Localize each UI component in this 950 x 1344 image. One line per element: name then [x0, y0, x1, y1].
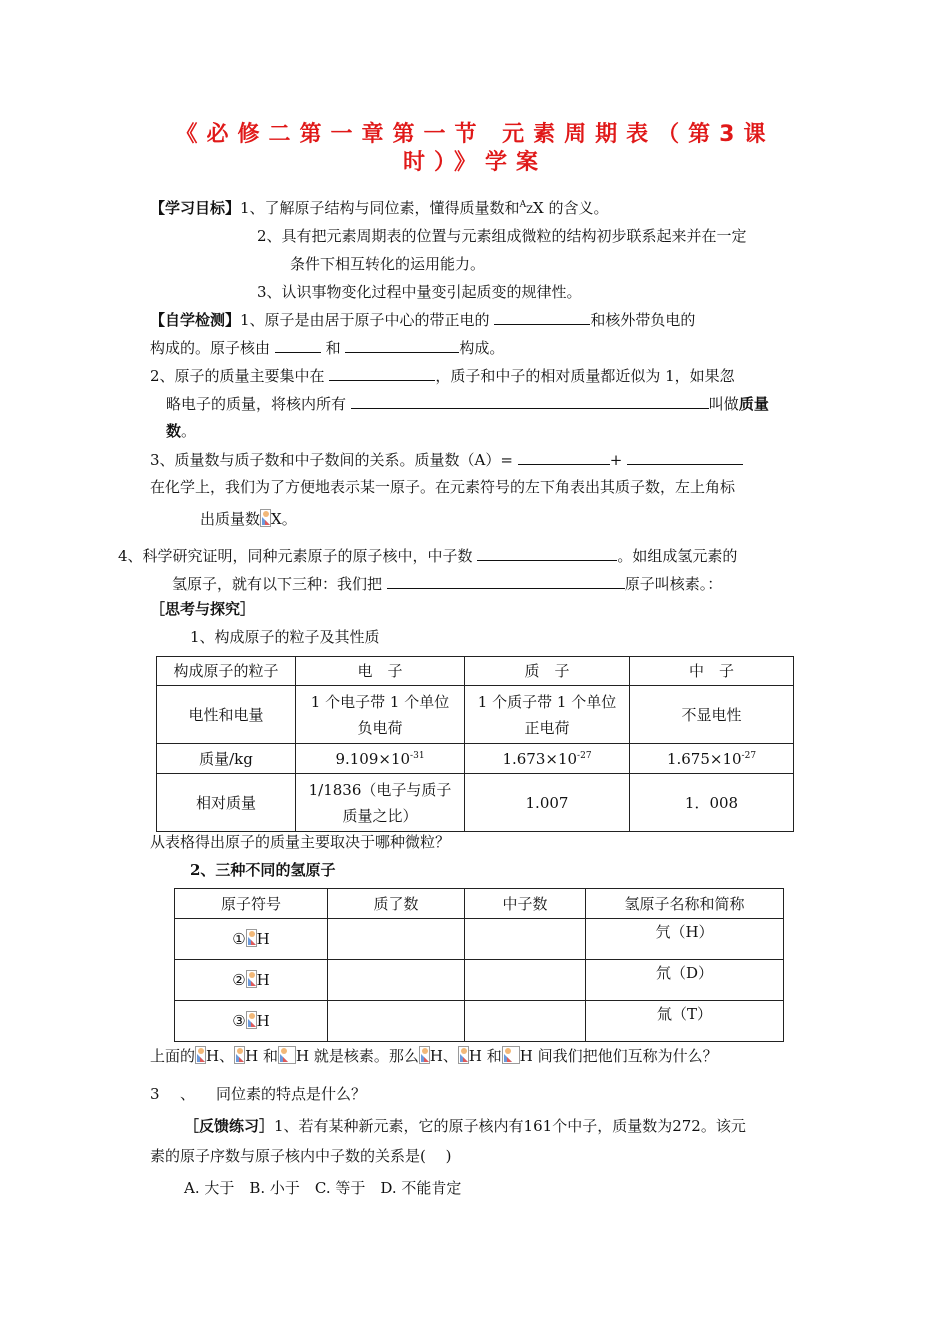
atom-symbol-cell: ② H — [175, 960, 328, 1001]
objectives-item3: 3、认识事物变化过程中量变引起质变的规律性。 — [257, 283, 582, 301]
hydrogen-table — [174, 888, 784, 1042]
selfcheck-q2-line2: 略电子的质量，将核内所有 叫做质量 — [166, 395, 769, 413]
selfcheck-q3-line1: 3、质量数与质子数和中子数间的关系。质量数（A）= + — [150, 449, 743, 470]
selfcheck-q1-line2: 构成的。原子核由 和 构成。 — [150, 339, 505, 357]
table-cell: 1．008 — [630, 774, 794, 832]
table-header: 构成原子的粒子 — [157, 657, 296, 686]
feedback-q1-line2: 素的原子序数与原子核内中子数的关系是( ) — [150, 1147, 452, 1165]
table-header: 质 子 — [465, 657, 630, 686]
table-cell: 1/1836（电子与质子 质量之比） — [296, 774, 465, 832]
particles-table — [156, 656, 794, 832]
explore-sub2: 2、三种不同的氢原子 — [190, 861, 336, 879]
broken-image-icon — [246, 929, 257, 947]
table-cell: 氚（T） — [586, 1001, 784, 1042]
table-cell: 相对质量 — [157, 774, 296, 832]
answer-cell[interactable] — [465, 1001, 586, 1042]
table-cell: 质量/kg — [157, 744, 296, 774]
table-row — [175, 1001, 784, 1042]
broken-image-icon — [278, 1046, 296, 1064]
table-header: 原子符号 — [175, 889, 328, 919]
table-cell: $1.673\times 10^{-27}$ — [465, 744, 630, 774]
explore-q3-text: 同位素的特点是什么？ — [216, 1085, 367, 1103]
table1-question: 从表格得出原子的质量主要取决于哪种微粒？ — [150, 833, 451, 851]
table-header: 电 子 — [296, 657, 465, 686]
objectives-item2-line1: 2、具有把元素周期表的位置与元素组成微粒的结构初步联系起来并在一定 — [257, 227, 747, 245]
objectives-label: 【学习目标】 — [150, 199, 241, 217]
broken-image-icon — [234, 1046, 245, 1064]
table-cell: $1.675\times 10^{-27}$ — [630, 744, 794, 774]
explore-q3-number: 3 — [150, 1085, 160, 1103]
table-row — [157, 686, 794, 744]
selfcheck-q2-line3: 数。 — [166, 422, 197, 440]
table-header: 中子数 — [465, 889, 586, 919]
atom-symbol-cell: ③ H — [175, 1001, 328, 1042]
table-cell: 氕（H） — [586, 919, 784, 960]
answer-blank[interactable] — [627, 449, 743, 465]
broken-image-icon — [246, 1011, 257, 1029]
answer-blank[interactable] — [275, 337, 321, 353]
selfcheck-label: 【自学检测】 — [150, 311, 241, 329]
table-cell: $9.109\times 10^{-31}$ — [296, 744, 465, 774]
table-cell: 不显电性 — [630, 686, 794, 744]
broken-image-icon — [195, 1046, 206, 1064]
table-row — [175, 960, 784, 1001]
answer-cell[interactable] — [465, 919, 586, 960]
table-row — [175, 919, 784, 960]
answer-blank[interactable] — [477, 545, 617, 561]
table-header: 中 子 — [630, 657, 794, 686]
objectives-item2-line2: 条件下相互转化的运用能力。 — [290, 255, 486, 273]
table-header: 氢原子名称和简称 — [586, 889, 784, 919]
table-row — [157, 774, 794, 832]
page-title-line2: 时）》学案 — [402, 150, 547, 175]
table-cell: 1 个电子带 1 个单位 负电荷 — [296, 686, 465, 744]
nuclide-question: 上面的 H、 H 和 H 就是核素。那么 H、 H 和 H 间我们把他们互称为什么？ — [150, 1047, 718, 1065]
selfcheck-q3-line3: 出质量数 X。 — [200, 510, 297, 528]
answer-blank[interactable] — [351, 393, 709, 409]
answer-blank[interactable] — [329, 365, 435, 381]
table-cell: 1 个质子带 1 个单位 正电荷 — [465, 686, 630, 744]
explore-label: ［思考与探究］ — [150, 600, 256, 618]
answer-cell[interactable] — [328, 960, 465, 1001]
answer-cell[interactable] — [328, 1001, 465, 1042]
answer-blank[interactable] — [518, 449, 610, 465]
feedback-options: A. 大于 B. 小于 C. 等于 D. 不能肯定 — [184, 1179, 462, 1197]
explore-sub1: 1、构成原子的粒子及其性质 — [190, 628, 380, 646]
answer-blank[interactable] — [494, 309, 590, 325]
broken-image-icon — [419, 1046, 430, 1064]
broken-image-icon — [502, 1046, 520, 1064]
broken-image-icon — [246, 970, 257, 988]
atom-symbol-cell: ① H — [175, 919, 328, 960]
table-row — [157, 744, 794, 774]
table-cell: 氘（D） — [586, 960, 784, 1001]
broken-image-icon — [260, 509, 271, 527]
selfcheck-q2-line1: 2、原子的质量主要集中在 ，质子和中子的相对质量都近似为 1，如果忽 — [150, 367, 735, 385]
feedback-q1-line1: ［反馈练习］1、若有某种新元素，它的原子核内有161个中子，质量数为272。该元 — [184, 1117, 746, 1135]
table-cell: 电性和电量 — [157, 686, 296, 744]
broken-image-icon — [458, 1046, 469, 1064]
table-header: 质了数 — [328, 889, 465, 919]
answer-blank[interactable] — [387, 573, 625, 589]
feedback-label: ［反馈练习］ — [184, 1117, 275, 1135]
objectives-item1: 【学习目标】1、了解原子结构与同位素，懂得质量数和$^A$ZX 的含义。 — [150, 199, 609, 217]
answer-blank[interactable] — [345, 337, 459, 353]
selfcheck-q4-line2: 氢原子，就有以下三种：我们把 原子叫核素。： — [172, 575, 723, 593]
selfcheck-q1-line1: 【自学检测】1、原子是由居于原子中心的带正电的 和核外带负电的 — [150, 311, 696, 329]
table-cell: 1.007 — [465, 774, 630, 832]
answer-cell[interactable] — [465, 960, 586, 1001]
page-title-line1: 《必修二第一章第一节 元素周期表（第3课 — [175, 122, 775, 147]
selfcheck-q3-line2: 在化学上，我们为了方便地表示某一原子。在元素符号的左下角表出其质子数，左上角标 — [150, 478, 736, 496]
explore-q3-separator: 、 — [180, 1085, 196, 1103]
selfcheck-q4-line1: 4、科学研究证明，同种元素原子的原子核中，中子数 。如组成氢元素的 — [118, 547, 738, 565]
answer-cell[interactable] — [328, 919, 465, 960]
